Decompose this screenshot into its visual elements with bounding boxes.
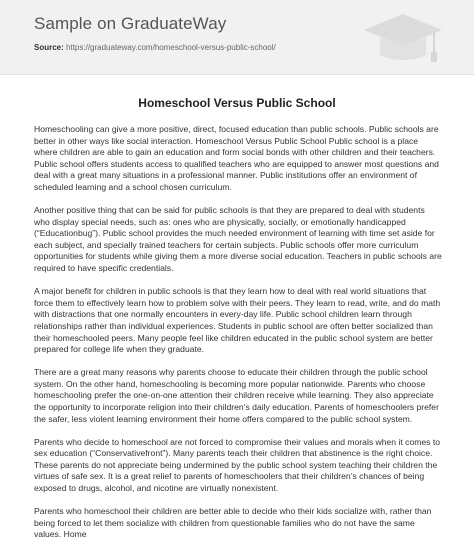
source-line: [34, 43, 276, 52]
page-header: [0, 0, 474, 75]
paragraph: There are a great many reasons why parents choose to educate their children through the public school system. On the other hand, homeschooling is becoming more popular nationwide. Parents who choose homeschooling prefer the one-on-one attention their children receive while learning. They also appreciate the opportunity to incorporate religion into their children’s daily education. Parents of homeschoolers prefer the safer, less violent learning environment their home offers compared to the public school system.: [34, 367, 439, 424]
paragraph: Parents who homeschool their children are better able to decide who their kids socialize with, rather than being forced to let them socialize with children from questionable families who do not have the same values. Home: [34, 506, 432, 540]
graduation-cap-icon: [362, 8, 444, 70]
paragraph: A major benefit for children in public schools is that they learn how to deal with real world situations that force them to effectively learn how to problem solve with their peers. They learn to read, write, and do math with distractions that one normally encounters in every-day life. Public school children learn through relationships rather than individual experiences. Students in public school are often better socialized than their homeschooled peers. Many people feel like children educated in the public school system are better prepared for college life when they graduate.: [34, 286, 441, 355]
paragraph: Homeschooling can give a more positive, direct, focused education than public schools. Public schools are better in other ways like social interaction. Homeschool Versus Public School Public school is a place where children are able to gain an education and form social bonds with other children and their teachers. Public school offers students access to qualified teachers who are equipped to answer most questions and deal with a great many situations in a professional manner. Public institutions offer an environment of scheduled learning and a school chosen curriculum.: [34, 124, 439, 192]
site-title: Sample on GraduateWay: [34, 14, 227, 33]
paragraph: Another positive thing that can be said for public schools is that they are prepared to deal with students who display special needs, such as: ones who are physically, socially, or emotionally handicapped (“Educationbug”). Public school provides the much needed environment of learning with time set aside for each subject, and specially trained teachers for certain subjects. Public schools offer more curriculum opportunities for students while giving them a more diverse social education. Teachers in public schools are required to have specific credentials.: [34, 205, 442, 274]
paragraph: Parents who decide to homeschool are not forced to compromise their values and morals when it comes to sex education (“Conservativefront”). Many parents teach their children that abstinence is the right choice. These parents do not appreciate being undermined by the public school system teaching their children the virtues of safe sex. It is a great relief to parents of homeschoolers that their children’s chances of being exposed to drugs, alcohol, and nicotine are virtually nonexistent.: [34, 436, 441, 494]
document-body: [34, 124, 442, 552]
document-title: Homeschool Versus Public School: [138, 96, 336, 110]
source-link[interactable]: https://graduateway.com/homeschool-versus-public-school/: [66, 43, 276, 52]
source-label: Source:: [34, 43, 64, 52]
